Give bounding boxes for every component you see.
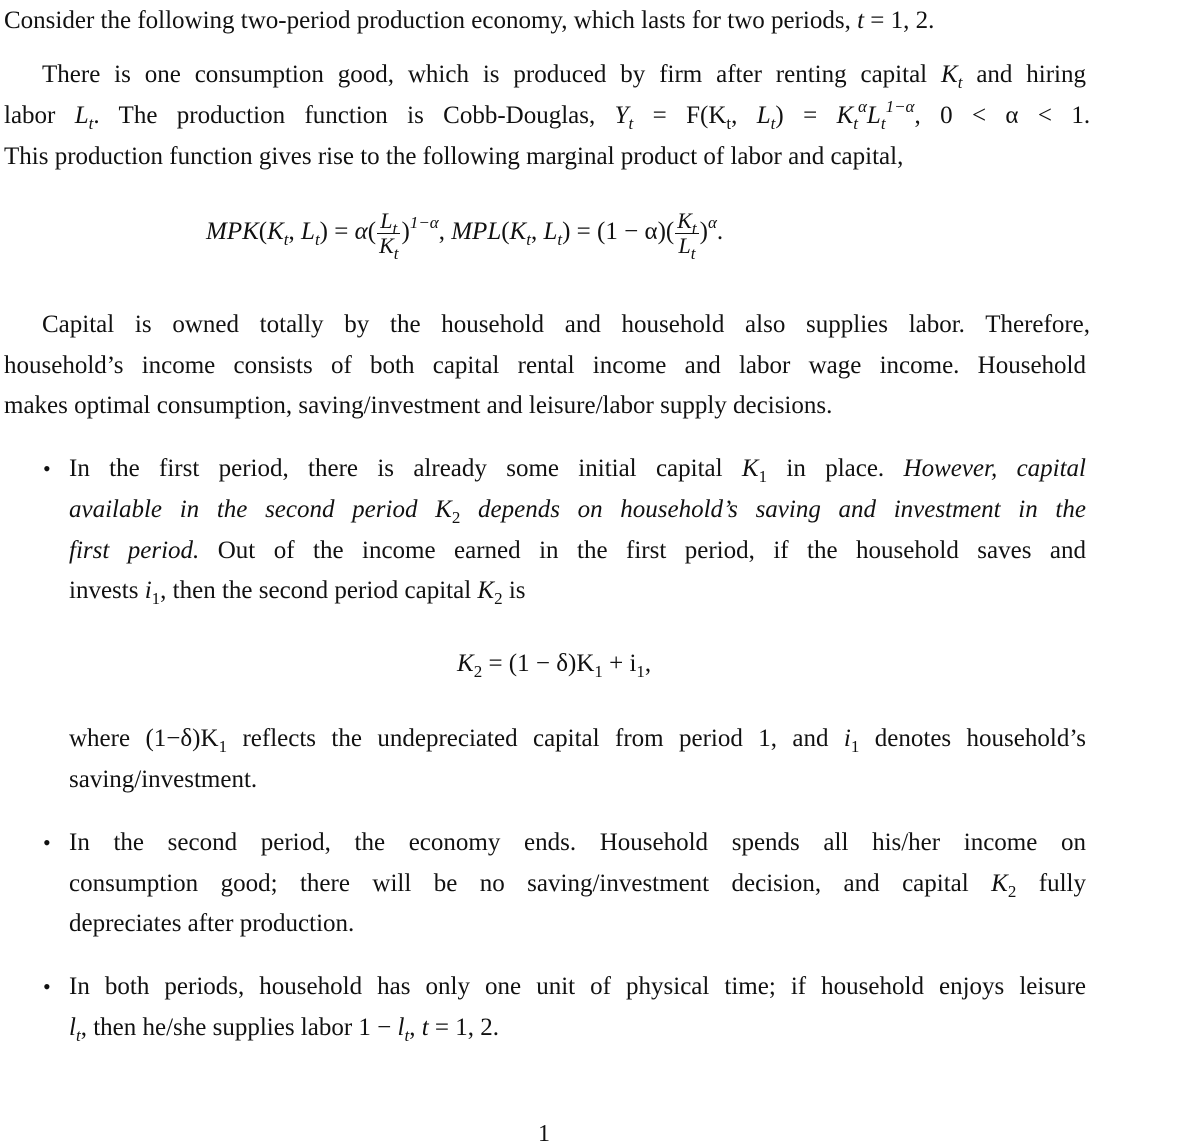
marginal-product-equation: $MPK(K_t$, $L_t) = \alpha$( $\frac{L_t}{K_t}$ )$^{1-\alpha}$, $MPL(K_t$, $L_t) = (1 - \alpha)$( $\frac{K_t}{L_t}$ )$^\alpha$. [206,207,724,263]
bullet-2-line-3: depreciates after production. [69,910,355,937]
fraction-l-over-k: $\frac{L_t}{K_t}$ [379,207,399,263]
bullet-dot-3: • [43,974,51,999]
where-line-1: where $(1-\delta)K_1$ reflects the undepreciated capital from period 1, and $i_1$ denotes household’s [69,725,1086,756]
paragraph-2-line-3: makes optimal consumption, saving/investment and leisure/labor supply decisions. [4,392,833,419]
bullet-1-line-2: available in the second period $K_2$ depends on household’s saving and investment in the [69,496,1086,527]
paragraph-1-line-2: labor $L_t$. The production function is Cobb-Douglas, $Y_t = F(K_t$, $L_t) = K_t^\alpha L_t^{1-\alpha}$, 0 < α < 1. [4,97,1091,133]
bullet-2-line-2: consumption good; there will be no saving/investment decision, and capital $K_2$ fully [69,870,1086,901]
paragraph-2-line-1: Capital is owned totally by the household and household also supplies labor. Therefore, [42,311,1090,338]
bullet-3-line-1: In both periods, household has only one unit of physical time; if household enjoys leisure [69,973,1086,1000]
fraction-k-over-l: $\frac{K_t}{L_t}$ [677,207,697,263]
capital-accumulation-equation: $K_2 = (1 - \delta)K_1 + i_1$, [457,650,652,681]
bullet-1-line-1: In the first period, there is already some initial capital $K_1$ in place. However, capital [69,455,1086,486]
bullet-1-line-3: first period. Out of the income earned in the first period, if the household saves and [69,537,1086,564]
where-line-2: saving/investment. [69,766,258,793]
bullet-dot-2: • [43,830,51,855]
paragraph-1-line-1: There is one consumption good, which is produced by firm after renting capital $K_t$ and hiring [42,61,1087,92]
bullet-dot-1: • [43,456,51,481]
bullet-2-line-1: In the second period, the economy ends. Household spends all his/her income on [69,829,1086,856]
page-number: 1 [538,1121,550,1147]
paragraph-2-line-2: household’s income consists of both capital rental income and labor wage income. Household [4,352,1086,379]
bullet-3-line-2: $l_t$, then he/she supplies labor $1 - l_t$, t = 1, 2. [69,1014,500,1045]
bullet-1-line-4: invests $i_1$, then the second period capital $K_2$ is [69,577,526,608]
paragraph-1-line-3: This production function gives rise to the following marginal product of labor and capital, [4,143,904,170]
intro-line: Consider the following two-period production economy, which lasts for two periods, t = 1, 2. [4,7,935,34]
